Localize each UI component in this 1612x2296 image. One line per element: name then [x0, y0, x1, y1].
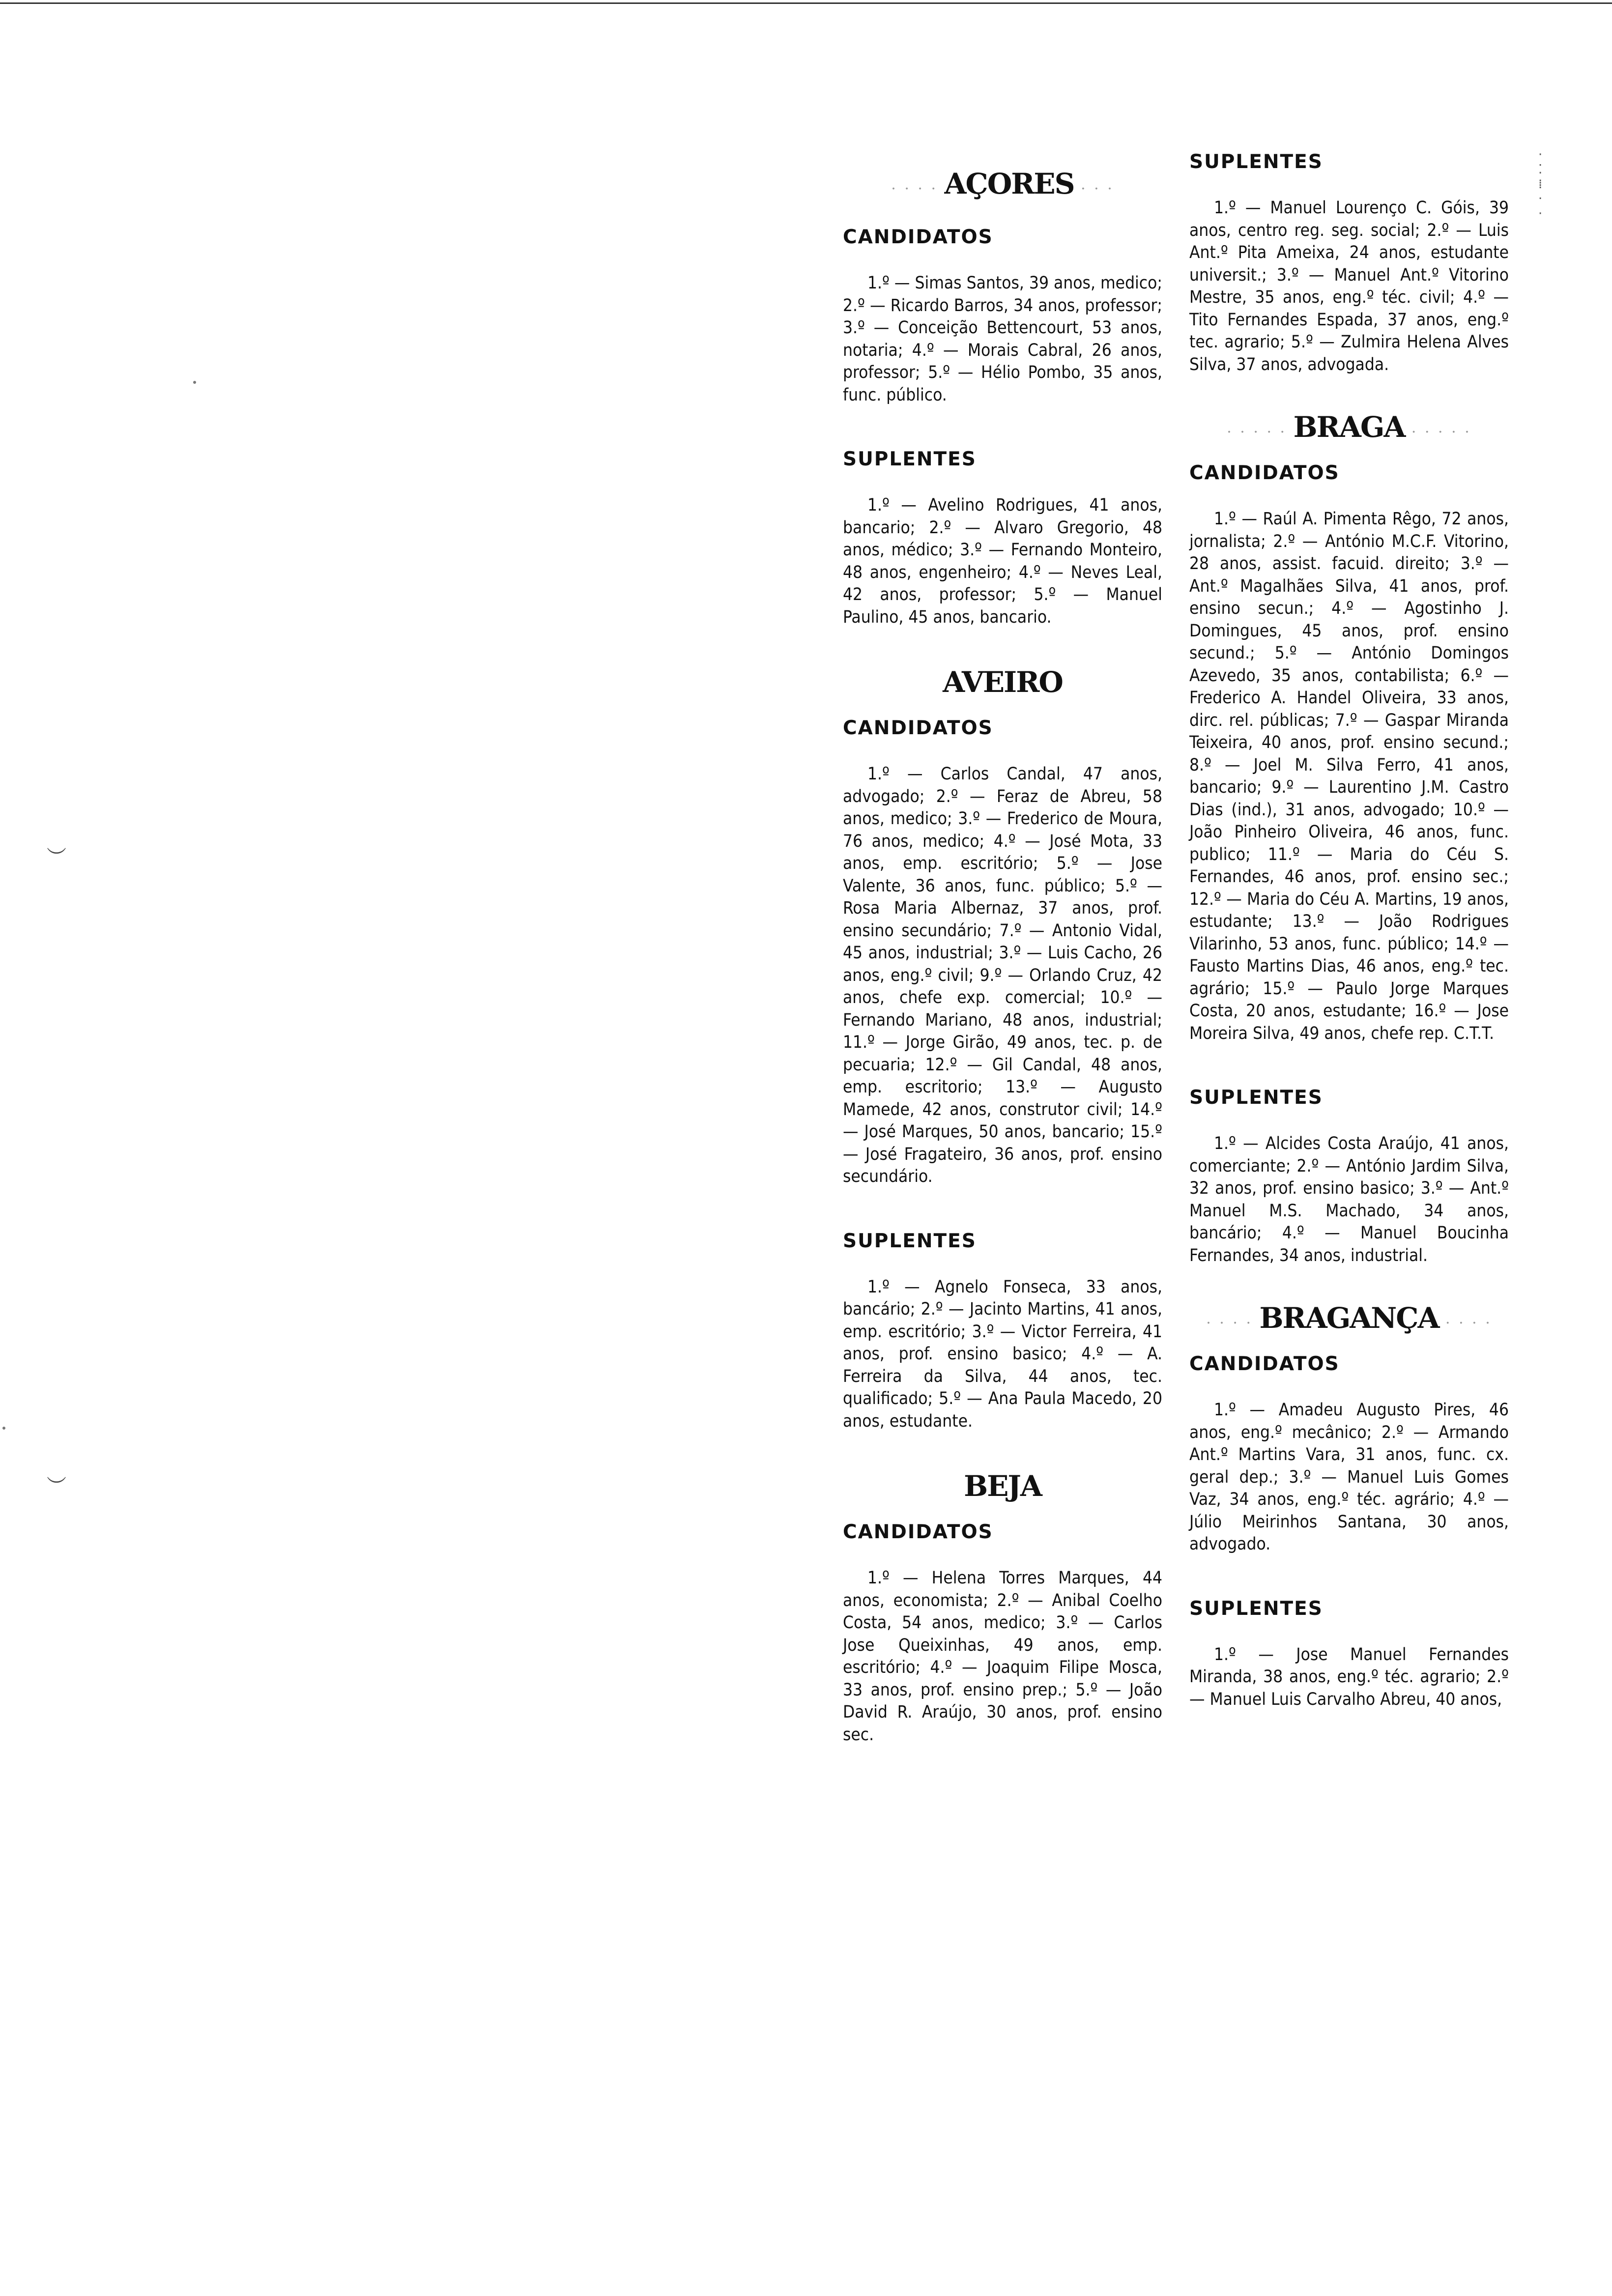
- scan-speck: [2, 1427, 5, 1430]
- candidatos-heading: CANDIDATOS: [843, 226, 993, 248]
- candidatos-heading: CANDIDATOS: [843, 717, 993, 739]
- scan-mark: ︶: [47, 846, 66, 869]
- district-heading-acores: · · · · AÇORES · · ·: [891, 167, 1114, 201]
- district-heading-braganca: · · · · BRAGANÇA · · · ·: [1206, 1301, 1492, 1335]
- suplentes-list: 1.º — Avelino Rodrigues, 41 anos, bancario; 2.º — Alvaro Gregorio, 48 anos, médico; 3.º — Fernando Monteiro, 48 anos, engenheiro; 4.º — Neves Leal, 42 anos, professor; 5.º — Manuel Paulino, 45 anos, bancario.: [843, 495, 1162, 627]
- candidatos-heading: CANDIDATOS: [843, 1521, 993, 1543]
- candidatos-heading: CANDIDATOS: [1189, 1353, 1340, 1375]
- suplentes-heading: SUPLENTES: [843, 1230, 977, 1252]
- margin-marks: · ⁚ ⁞ ‧ ·: [1538, 147, 1543, 221]
- candidatos-list: 1.º — Amadeu Augusto Pires, 46 anos, eng.º mecânico; 2.º — Armando Ant.º Martins Vara, 31 anos, func. cx. geral dep.; 3.º — Manuel Luis Gomes Vaz, 34 anos, eng.º téc. agrário; 4.º — Júlio Meirinhos Santana, 30 anos, advogado.: [1189, 1400, 1509, 1554]
- left-column: [843, 143, 1162, 1746]
- scan-mark: ︶: [47, 1475, 66, 1498]
- suplentes-list: 1.º — Alcides Costa Araújo, 41 anos, comerciante; 2.º — António Jardim Silva, 32 anos, prof. ensino basico; 3.º — Ant.º Manuel M.S. Machado, 34 anos, bancário; 4.º — Manuel Boucinha Fernandes, 34 anos, industrial.: [1189, 1134, 1509, 1265]
- suplentes-heading: SUPLENTES: [843, 448, 977, 470]
- district-heading-aveiro: AVEIRO: [943, 665, 1063, 699]
- right-column: [1189, 143, 1509, 1711]
- district-heading-beja: BEJA: [964, 1469, 1041, 1503]
- district-heading-braga: · · · · · BRAGA · · · · ·: [1227, 410, 1471, 444]
- suplentes-list: 1.º — Jose Manuel Fernandes Miranda, 38 anos, eng.º téc. agrario; 2.º — Manuel Luis Carvalho Abreu, 40 anos,: [1189, 1644, 1509, 1709]
- suplentes-list: 1.º — Agnelo Fonseca, 33 anos, bancário; 2.º — Jacinto Martins, 41 anos, emp. escritório; 3.º — Victor Ferreira, 41 anos, prof. ensino basico; 4.º — A. Ferreira da Silva, 44 anos, tec. qualificado; 5.º — Ana Paula Macedo, 20 anos, estudante.: [843, 1277, 1162, 1431]
- candidatos-list: 1.º — Simas Santos, 39 anos, medico; 2.º — Ricardo Barros, 34 anos, professor; 3.º — Conceição Bettencourt, 53 anos, notaria; 4.º — Morais Cabral, 26 anos, professor; 5.º — Hélio Pombo, 35 anos, func. público.: [843, 273, 1162, 405]
- suplentes-heading: SUPLENTES: [1189, 1597, 1323, 1620]
- suplentes-list: 1.º — Manuel Lourenço C. Góis, 39 anos, centro reg. seg. social; 2.º — Luis Ant.º Pita Ameixa, 24 anos, estudante universit.; 3.º — Manuel Ant.º Vitorino Mestre, 35 anos, eng.º téc. civil; 4.º — Tito Fernandes Espada, 37 anos, eng.º tec. agrario; 5.º — Zulmira Helena Alves Silva, 37 anos, advogada.: [1189, 198, 1509, 374]
- candidatos-list: 1.º — Raúl A. Pimenta Rêgo, 72 anos, jornalista; 2.º — António M.C.F. Vitorino, 28 anos, assist. facuid. direito; 3.º — Ant.º Magalhães Silva, 41 anos, prof. ensino secun.; 4.º — Agostinho J. Domingues, 45 anos, prof. ensino secund.; 5.º — António Domingos Azevedo, 35 anos, contabilista; 6.º — Frederico A. Handel Oliveira, 33 anos, dirc. rel. públicas; 7.º — Gaspar Miranda Teixeira, 40 anos, prof. ensino secund.; 8.º — Joel M. Silva Ferro, 41 anos, bancario; 9.º — Laurentino J.M. Castro Dias (ind.), 31 anos, advogado; 10.º — João Pinheiro Oliveira, 46 anos, func. publico; 11.º — Maria do Céu S. Fernandes, 46 anos, prof. ensino sec.; 12.º — Maria do Céu A. Martins, 19 anos, estudante; 13.º — João Rodrigues Vilarinho, 53 anos, func. público; 14.º — Fausto Martins Dias, 46 anos, eng.º tec. agrário; 15.º — Paulo Jorge Marques Costa, 20 anos, estudante; 16.º — Jose Moreira Silva, 49 anos, chefe rep. C.T.T.: [1189, 509, 1509, 1043]
- candidatos-list: 1.º — Carlos Candal, 47 anos, advogado; 2.º — Feraz de Abreu, 58 anos, medico; 3.º — Frederico de Moura, 76 anos, medico; 4.º — José Mota, 33 anos, emp. escritório; 5.º — Jose Valente, 36 anos, func. público; 5.º — Rosa Maria Albernaz, 37 anos, prof. ensino secundário; 7.º — Antonio Vidal, 45 anos, industrial; 3.º — Luis Cacho, 26 anos, eng.º civil; 9.º — Orlando Cruz, 42 anos, chefe exp. comercial; 10.º — Fernando Mariano, 48 anos, industrial; 11.º — Jorge Girão, 49 anos, tec. p. de pecuaria; 12.º — Gil Candal, 48 anos, emp. escritorio; 13.º — Augusto Mamede, 42 anos, construtor civil; 14.º — José Marques, 50 anos, bancario; 15.º — José Fragateiro, 36 anos, prof. ensino secundário.: [843, 764, 1162, 1186]
- scan-speck: [193, 381, 196, 384]
- suplentes-heading: SUPLENTES: [1189, 1087, 1323, 1109]
- top-rule: [0, 2, 1612, 4]
- suplentes-heading: SUPLENTES: [1189, 151, 1323, 173]
- candidatos-list: 1.º — Helena Torres Marques, 44 anos, economista; 2.º — Anibal Coelho Costa, 54 anos, medico; 3.º — Carlos Jose Queixinhas, 49 anos, emp. escritório; 4.º — Joaquim Filipe Mosca, 33 anos, prof. ensino prep.; 5.º — João David R. Araújo, 30 anos, prof. ensino sec.: [843, 1568, 1162, 1745]
- candidatos-heading: CANDIDATOS: [1189, 462, 1340, 484]
